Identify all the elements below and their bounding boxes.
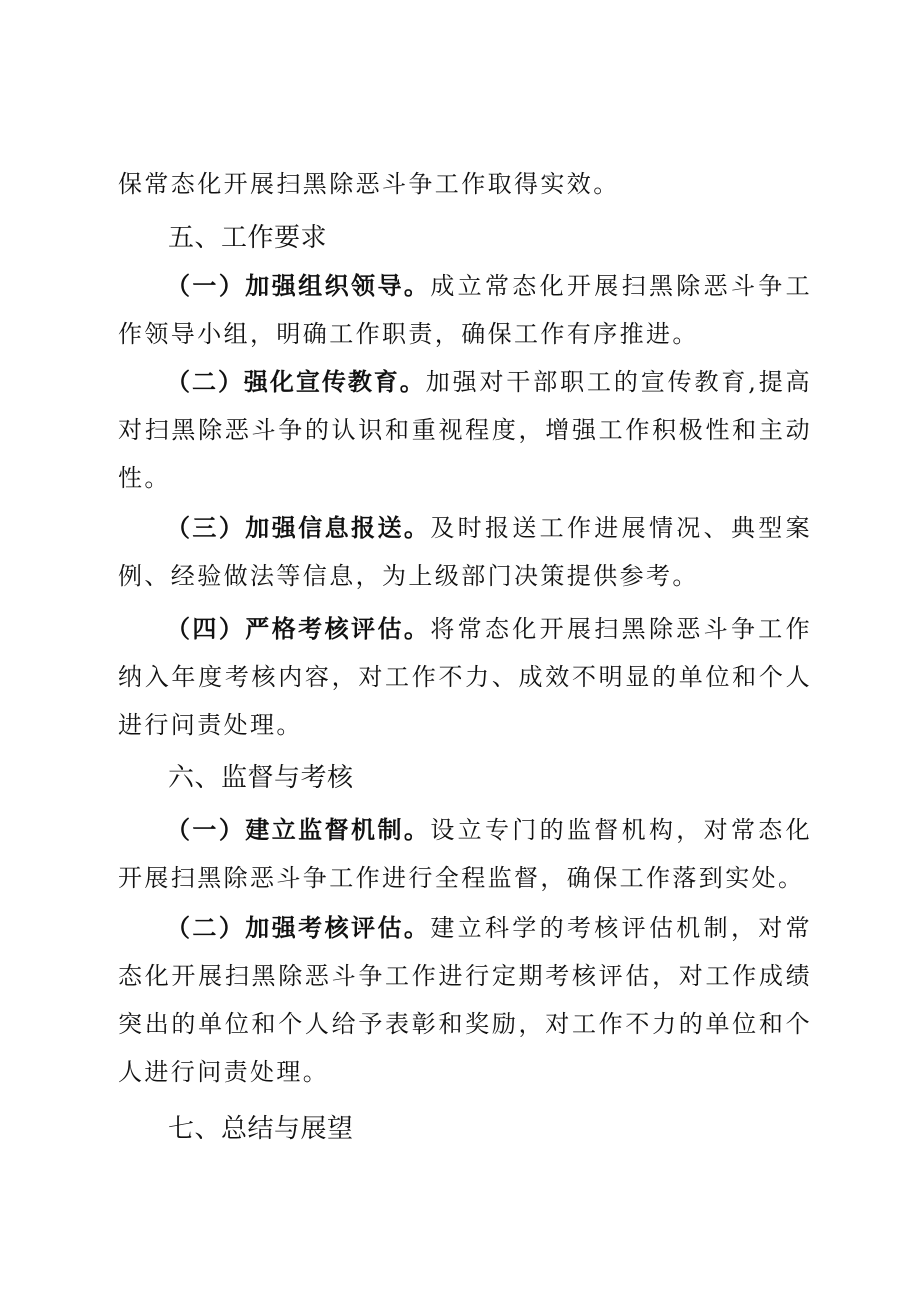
paragraph-text: 及时报送工作进展情况、典型案例、经验做法等信息，为上级部门决策提供参考。 <box>118 514 813 590</box>
paragraph-lead: （一）加强组织领导。 <box>166 272 431 300</box>
paragraph-supervision-mechanism <box>118 806 812 902</box>
paragraph-lead: （二）强化宣传教育。 <box>166 368 426 396</box>
paragraph-text: 建立科学的考核评估机制，对常态化开展扫黑除恶斗争工作进行定期考核评估，对工作成绩突出的单位和个人给予表彰和奖励，对工作不力的单位和个人进行问责处理。 <box>118 914 813 1086</box>
paragraph-text: 设立专门的监督机构，对常态化开展扫黑除恶斗争工作进行全程监督，确保工作落到实处。 <box>118 816 813 892</box>
paragraph-text: 成立常态化开展扫黑除恶斗争工作领导小组，明确工作职责，确保工作有序推进。 <box>118 272 813 348</box>
paragraph-text: 保常态化开展扫黑除恶斗争工作取得实效。 <box>118 170 620 198</box>
paragraph-text: 将常态化开展扫黑除恶斗争工作纳入年度考核内容，对工作不力、成效不明显的单位和个人进行问责处理。 <box>118 615 813 739</box>
paragraph-publicity-education <box>118 358 812 502</box>
section-heading-work-requirements: 五、工作要求 <box>168 223 328 253</box>
paragraph-lead: （二）加强考核评估。 <box>166 914 431 942</box>
paragraph-information-reporting <box>118 504 812 600</box>
paragraph-organization-leadership <box>118 262 812 358</box>
paragraph-strict-assessment <box>118 605 812 749</box>
section-heading-supervision-assessment: 六、监督与考核 <box>168 763 354 793</box>
section-heading-summary-outlook: 七、总结与展望 <box>168 1114 354 1144</box>
paragraph-lead: （四）严格考核评估。 <box>166 615 431 643</box>
paragraph-strengthen-assessment <box>118 904 812 1096</box>
paragraph-continuation <box>118 160 812 208</box>
paragraph-text: 加强对干部职工的宣传教育,提高对扫黑除恶斗争的认识和重视程度，增强工作积极性和主动性。 <box>118 368 812 492</box>
paragraph-lead: （三）加强信息报送。 <box>166 514 431 542</box>
paragraph-lead: （一）建立监督机制。 <box>166 816 431 844</box>
